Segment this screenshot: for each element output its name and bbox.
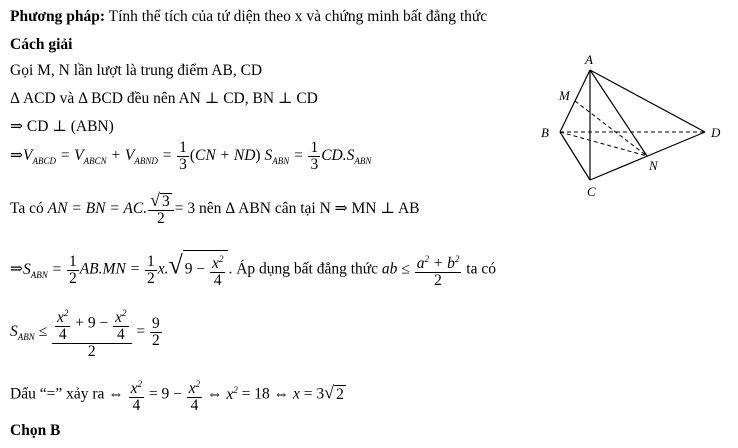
edge-AN [590,70,647,156]
edge-MN [575,101,647,156]
tetrahedron-figure [535,50,735,200]
label-D: D [711,125,721,140]
area-formula: $\Rightarrow S_{ABN}$ = $\frac{1}{2}$ AB.MN = $\frac{1}{2}$ x.√ 9 − $\frac{x^2}{4}$ . Áp dụng bất đẳng thức ab ≤ $\frac{a^2 + b^2}{2}$ ta có [10,250,496,289]
an-bn-line: Ta có AN = BN = AC. $\frac{√ 3}{2}$ = 3 nên Δ ABN cân tại N ⇒ MN ⊥ AB [10,190,420,227]
edge-AD [590,70,705,132]
edge-BC [560,132,590,180]
method-line [10,8,487,26]
text-line-2: Δ ACD và Δ BCD đều nên AN ⊥ CD, BN ⊥ CD [10,90,318,107]
solution-heading: Cách giải [10,36,73,53]
text-line-1: Gọi M, N lần lượt là trung điểm AB, CD [10,62,263,79]
method-label: Phương pháp: [10,8,105,25]
label-A: A [585,52,593,67]
edge-CD [590,132,705,180]
inequality-line: $S_{ABN}$ ≤ $\frac{x^2}{4}$ + 9 − $\frac{x^2}{4}$ 2 = $\frac{9}{2}$ [10,305,163,360]
method-text: Tính thể tích của tứ diện theo x và chứng minh bất đẳng thức [105,8,488,25]
answer-line: Chọn B [10,422,61,439]
label-M: M [559,88,570,103]
label-B: B [541,125,549,140]
text-line-3: ⇒ CD ⊥ (ABN) [10,118,114,135]
label-N: N [649,158,658,173]
label-C: C [587,184,596,199]
equality-line: Dấu “=” xảy ra ⇔ $\frac{x^2}{4}$ = 9 − $\frac{x^2}{4}$ ⇔ $x^2 = 18$ ⇔ x = 3√ 2 [10,376,346,414]
volume-formula: $\Rightarrow V_{ABCD} = V_{ABCN} + V_{ABND}$ = $\frac{1}{3}$ (CN + ND) $S_{ABN}$ = $\frac{1}{3}$ $CD.S_{ABN}$ [10,139,372,173]
